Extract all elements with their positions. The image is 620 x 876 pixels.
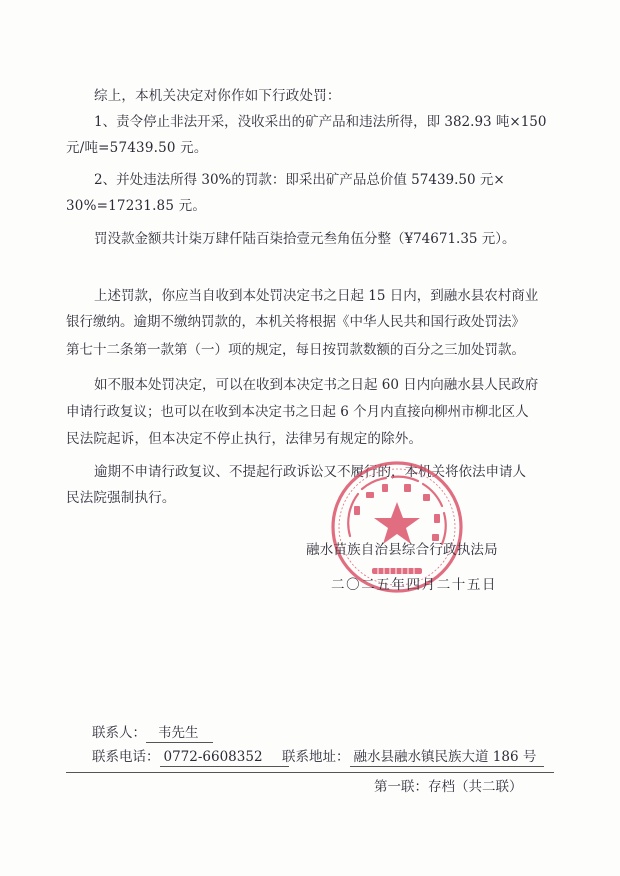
address-label: 联系地址： (282, 749, 350, 765)
contact-address (282, 748, 544, 766)
address-value: 融水县融水镇民族大道 186 号 (350, 749, 545, 767)
phone-value: 0772-6608352 (160, 749, 289, 767)
payment-line3: 第七十二条第一款第（一）项的规定，每日按罚款数额的百分之三加处罚款。 (66, 342, 525, 358)
signing-agency: 融水苗族自治县综合行政执法局 (306, 542, 498, 558)
appeal-line2: 申请行政复议；也可以在收到本决定书之日起 6 个月内直接向柳州市柳北区人 (66, 404, 529, 420)
penalty1-line2: 元/吨=57439.50 元。 (66, 140, 208, 156)
payment-line1: 上述罚款，你应当自收到本处罚决定书之日起 15 日内，到融水县农村商业 (94, 288, 539, 304)
contact-label: 联系人： (92, 725, 146, 741)
enforcement-line2: 民法院强制执行。 (66, 490, 176, 506)
signing-date: 二〇二五年四月二十五日 (331, 577, 498, 593)
appeal-line3: 民法院起诉，但本决定不停止执行，法律另有规定的除外。 (66, 431, 423, 447)
intro-line: 综上，本机关决定对你作如下行政处罚： (94, 88, 341, 104)
phone-label: 联系电话： (92, 749, 160, 765)
penalty1-line1: 1、责令停止非法开采，没收采出的矿产品和违法所得，即 382.93 吨×150 (94, 114, 547, 130)
footer-divider (66, 772, 554, 773)
contact-phone (92, 748, 289, 766)
copy-note: 第一联：存档（共二联） (374, 779, 523, 795)
payment-line2: 银行缴纳。逾期不缴纳罚款的，本机关将根据《中华人民共和国行政处罚法》 (66, 314, 525, 330)
total-amount-line: 罚没款金额共计柒万肆仟陆百柒拾壹元叁角伍分整（¥74671.35 元）。 (94, 231, 516, 247)
seal-star-icon (374, 502, 420, 544)
contact-person (92, 724, 213, 742)
enforcement-line1: 逾期不申请行政复议、不提起行政诉讼又不履行的，本机关将依法申请人 (94, 464, 526, 480)
contact-name: 韦先生 (146, 725, 213, 743)
appeal-line1: 如不服本处罚决定，可以在收到本决定书之日起 60 日内向融水县人民政府 (94, 377, 539, 393)
penalty2-line1: 2、并处违法所得 30%的罚款：即采出矿产品总价值 57439.50 元× (94, 172, 505, 188)
penalty2-line2: 30%=17231.85 元。 (66, 198, 207, 214)
